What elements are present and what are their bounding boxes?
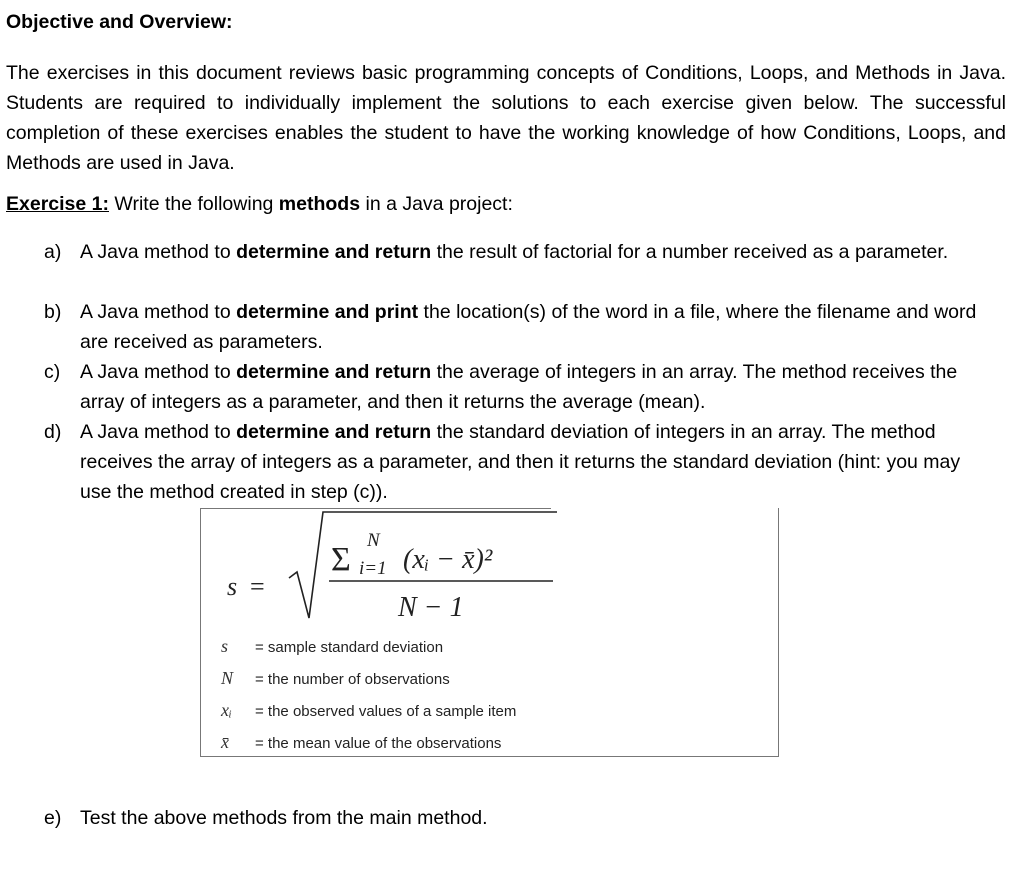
item-text-pre: A Java method to xyxy=(80,361,237,383)
list-item-text xyxy=(80,297,990,357)
legend-symbol: s xyxy=(221,636,229,656)
list-item-text xyxy=(80,357,990,417)
legend-symbol: N xyxy=(221,668,234,688)
exercise-intro-before: Write the following xyxy=(109,193,279,215)
formula-equals: = xyxy=(250,572,265,601)
legend-symbol: xᵢ xyxy=(221,700,232,720)
item-text-pre: A Java method to xyxy=(80,241,237,263)
list-marker: c) xyxy=(44,361,61,383)
formula-lower-limit: i=1 xyxy=(359,558,387,579)
formula-numerator: (xᵢ − x̄)² xyxy=(403,544,493,575)
overview-paragraph: The exercises in this document reviews basic programming concepts of Conditions, Loops, and Methods in Java. Students are required to individually implement the solutions to each exercise given below. The successful completion of these exercises enables the student to have the working knowledge of how Conditions, Loops, and Methods are used in Java. xyxy=(6,62,1006,174)
formula-box xyxy=(200,508,779,757)
legend-text: = the mean value of the observations xyxy=(255,735,502,752)
item-text-post: the standard deviation of integers in an array. The method receives the array of integers as a parameter, and then it returns the standard deviation (hint: you may use the method created in step (c)). xyxy=(80,421,961,503)
exercise-label: Exercise 1: xyxy=(6,193,109,215)
item-text-bold: determine and print xyxy=(236,301,419,323)
legend-row xyxy=(221,732,501,753)
list-marker: a) xyxy=(44,241,62,263)
formula-lhs: s xyxy=(227,572,238,601)
list-marker: e) xyxy=(44,807,62,829)
item-text-post: the result of factorial for a number received as a parameter. xyxy=(431,241,949,263)
legend-row xyxy=(221,668,450,689)
item-text-post: the average of integers in an array. The method receives the array of integers as a parameter, and then it returns the average (mean). xyxy=(80,361,958,413)
legend-text: = sample standard deviation xyxy=(255,639,444,656)
list-item-text xyxy=(80,417,990,507)
item-text-bold: determine and return xyxy=(236,241,432,263)
legend-symbol: x̄ xyxy=(221,732,229,752)
list-item-text: Test the above methods from the main method. xyxy=(80,807,488,829)
legend-row xyxy=(221,700,516,721)
formula-sum-symbol: Σ xyxy=(331,541,351,578)
legend-text: = the number of observations xyxy=(255,671,450,688)
exercise-intro xyxy=(6,193,513,216)
item-text-pre: A Java method to xyxy=(80,421,237,443)
list-item-text xyxy=(80,237,990,267)
legend-text: = the observed values of a sample item xyxy=(255,703,517,720)
list-marker: d) xyxy=(44,421,62,443)
item-text-bold: determine and return xyxy=(236,421,432,443)
legend-row xyxy=(221,636,443,657)
item-text-pre: A Java method to xyxy=(80,301,237,323)
item-text-bold: determine and return xyxy=(236,361,432,383)
section-heading: Objective and Overview: xyxy=(6,11,233,33)
formula-denominator: N − 1 xyxy=(398,592,464,623)
item-text-post: the location(s) of the word in a file, where the filename and word are received as parameters. xyxy=(80,301,977,353)
list-marker: b) xyxy=(44,301,62,323)
exercise-intro-bold: methods xyxy=(278,193,361,215)
exercise-intro-after: in a Java project: xyxy=(360,193,513,215)
formula-upper-limit: N xyxy=(367,530,380,551)
